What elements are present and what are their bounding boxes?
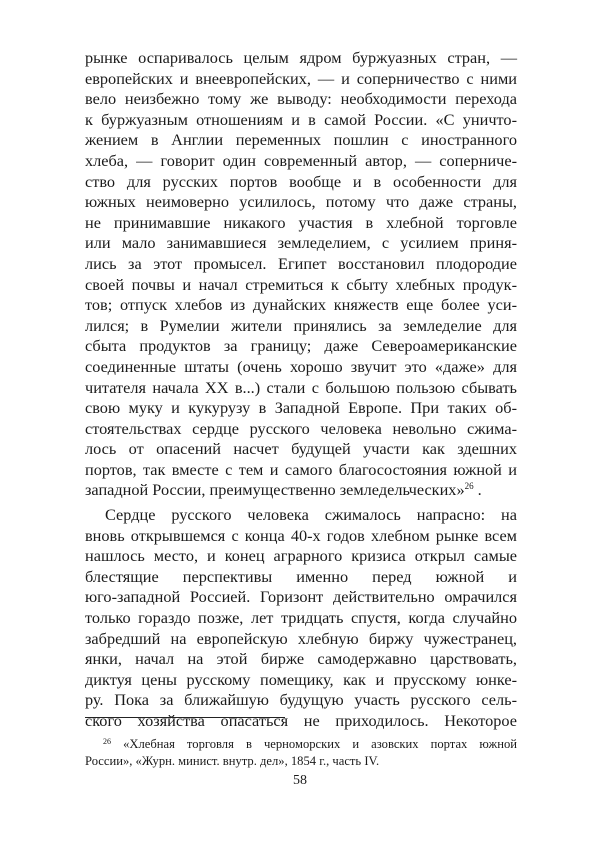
text-line: вновь открывшемся с конца 40-х годов хлебном рынке всем (85, 525, 517, 545)
text-line: лись за этот промысел. Египет восстановил плодородие (85, 253, 517, 273)
text-line: тов; отпуск хлебов из дунайских княжеств еще более уси- (85, 295, 517, 315)
main-text (85, 48, 517, 732)
paragraph-2 (85, 505, 517, 732)
text-line: южных неимоверно усилилось, потому что даже страны, (85, 192, 517, 212)
text-line: к буржуазным отношениям и в самой России. «С уничто- (85, 109, 517, 129)
text-line: европейских и внеевропейских, — и соперничество с ними (85, 68, 517, 88)
text-line: ру. Пока за ближайшую будущую участь русского сель- (85, 690, 517, 710)
footnote-reference[interactable]: 26 (464, 481, 474, 492)
text-line: янки, начал на этой бирже самодержавно царствовать, (85, 649, 517, 669)
text-line: портов, так вместе с тем и самого благосостояния южной и (85, 459, 517, 479)
text-line: рынке оспаривалось целым ядром буржуазных стран, — (85, 48, 517, 67)
text-line-last (85, 480, 517, 501)
text-line: стоятельствах сердце русского человека невольно сжима- (85, 418, 517, 438)
footnote-line: России», «Журн. минист. внутр. дел», 1854 г., часть IV. (85, 754, 380, 768)
text-line: диктуя цены русскому помещику, как и прусскому юнке- (85, 669, 517, 689)
paragraph-1 (85, 48, 517, 501)
text-line: свою муку и кукурузу в Западной Европе. При таких об- (85, 398, 517, 418)
footnote-text: «Хлебная торговля в черноморских и азовских портах южной (111, 737, 517, 751)
text-line: хлеба, — говорит один современный автор, — соперниче- (85, 150, 517, 170)
text-line: лось от опасений насчет будущей участи как здешних (85, 439, 517, 459)
page-number: 58 (293, 773, 307, 788)
footnote (85, 736, 517, 770)
text-line: лился; в Румелии жители принялись за земледелие для (85, 315, 517, 335)
text-line: соединенные штаты (очень хорошо звучит это «даже» для (85, 356, 517, 376)
text-line: сбыта продуктов за границу; даже Североамериканские (85, 336, 517, 356)
text-line: читателя начала XX в...) стали с большою пользою сбывать (85, 377, 517, 397)
text-line: вело неизбежно тому же выводу: необходимости перехода (85, 89, 517, 109)
text-line: ского хозяйства опасаться не приходилось. Некоторое (85, 711, 517, 730)
text-line: забредший на европейскую хлебную биржу чужестранец, (85, 628, 517, 648)
text-line: жением в Англии переменных пошлин с иностранного (85, 130, 517, 150)
last-line-text: западной России, преимущественно земледельческих» (85, 480, 465, 500)
text-line: своей почвы и начал стремиться к сбыту хлебных продук- (85, 274, 517, 294)
text-line: юго-западной Россией. Горизонт действительно омрачился (85, 587, 517, 607)
text-line: только гораздо позже, лет тридцать спустя, когда случайно (85, 608, 517, 628)
text-line: ство для русских портов вообще и в особенности для (85, 171, 517, 191)
text-line: не принимавшие никакого участия в хлебной торговле (85, 212, 517, 232)
text-line: Сердце русского человека сжималось напрасно: на (105, 505, 517, 525)
footnote-marker: 26 (103, 737, 111, 746)
footnote-divider (85, 717, 285, 718)
text-line: нашлось место, и конец аграрного кризиса открыл самые (85, 546, 517, 566)
text-line: блестящие перспективы именно перед южной и (85, 566, 517, 586)
last-line-end: . (473, 480, 482, 500)
text-line: или мало занимавшиеся земледелием, с усилием приня- (85, 233, 517, 253)
footnote-line (85, 736, 517, 753)
